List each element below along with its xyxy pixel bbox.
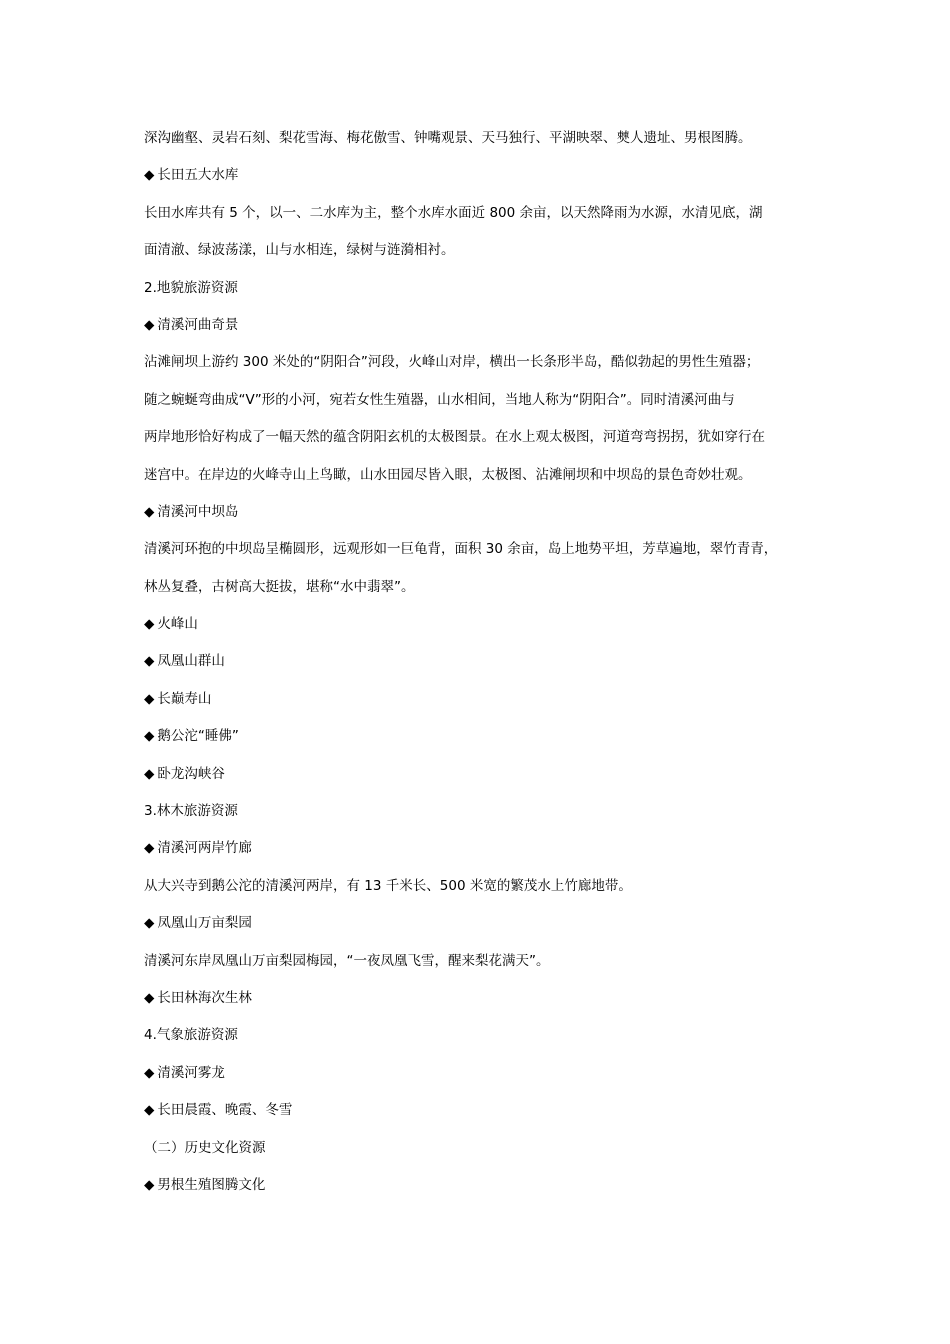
- diamond-bullet-icon: ◆: [144, 840, 155, 857]
- bullet-item: [144, 980, 824, 1017]
- bullet-text: 鹅公沱“睡佛”: [157, 728, 239, 745]
- bullet-text: 卧龙沟峡谷: [157, 765, 225, 782]
- diamond-bullet-icon: ◆: [144, 616, 155, 633]
- diamond-bullet-icon: ◆: [144, 316, 155, 333]
- paragraph-line: 随之蜿蜒弯曲成“V”形的小河，宛若女性生殖器，山水相间，当地人称为“阴阳合”。同时清溪河曲与: [144, 391, 735, 408]
- bullet-text: 凤凰山群山: [157, 653, 225, 670]
- bullet-item: [144, 307, 824, 344]
- bullet-text: 长巅寿山: [157, 690, 212, 707]
- bullet-item: [144, 157, 824, 194]
- section-heading: 3.林木旅游资源: [144, 803, 238, 820]
- diamond-bullet-icon: ◆: [144, 503, 155, 520]
- diamond-bullet-icon: ◆: [144, 690, 155, 707]
- section-heading: （二）历史文化资源: [144, 1139, 266, 1156]
- bullet-text: 清溪河雾龙: [157, 1064, 225, 1081]
- bullet-item: [144, 1055, 824, 1092]
- bullet-text: 火峰山: [157, 616, 198, 633]
- diamond-bullet-icon: ◆: [144, 1064, 155, 1081]
- bullet-item: [144, 756, 824, 793]
- bullet-item: [144, 681, 824, 718]
- bullet-text: 清溪河两岸竹廊: [157, 840, 252, 857]
- paragraph-line: 长田水库共有 5 个，以一、二水库为主，整个水库水面近 800 余亩，以天然降雨为水源，水清见底，湖: [144, 204, 763, 221]
- bullet-item: [144, 494, 824, 531]
- bullet-text: 清溪河中坝岛: [157, 503, 239, 520]
- bullet-item: [144, 718, 824, 755]
- diamond-bullet-icon: ◆: [144, 989, 155, 1006]
- paragraph-line: 迷宫中。在岸边的火峰寺山上鸟瞰，山水田园尽皆入眼，太极图、沾滩闸坝和中坝岛的景色奇妙壮观。: [144, 466, 752, 483]
- paragraph-line: 清溪河东岸凤凰山万亩梨园梅园，“一夜凤凰飞雪，醒来梨花满天”。: [144, 952, 550, 969]
- bullet-text: 清溪河曲奇景: [157, 316, 239, 333]
- bullet-item: [144, 905, 824, 942]
- paragraph-line: 两岸地形恰好构成了一幅天然的蕴含阴阳玄机的太极图景。在水上观太极图，河道弯弯拐拐，犹如穿行在: [144, 429, 765, 446]
- diamond-bullet-icon: ◆: [144, 765, 155, 782]
- diamond-bullet-icon: ◆: [144, 1176, 155, 1193]
- bullet-item: [144, 830, 824, 867]
- paragraph-line: 从大兴寺到鹅公沱的清溪河两岸，有 13 千米长、500 米宽的繁茂水上竹廊地带。: [144, 877, 632, 894]
- bullet-item: [144, 606, 824, 643]
- bullet-item: [144, 1092, 824, 1129]
- diamond-bullet-icon: ◆: [144, 1102, 155, 1119]
- paragraph-line: 清溪河环抱的中坝岛呈椭圆形，远观形如一巨龟背，面积 30 余亩，岛上地势平坦，芳草遍地，翠竹青青，: [144, 541, 778, 558]
- diamond-bullet-icon: ◆: [144, 167, 155, 184]
- bullet-text: 长田林海次生林: [157, 989, 252, 1006]
- diamond-bullet-icon: ◆: [144, 728, 155, 745]
- paragraph-line: 深沟幽壑、灵岩石刻、梨花雪海、梅花傲雪、钟嘴观景、天马独行、平湖映翠、僰人遗址、男根图腾。: [144, 130, 752, 146]
- section-heading: 2.地貌旅游资源: [144, 279, 238, 296]
- diamond-bullet-icon: ◆: [144, 653, 155, 670]
- bullet-text: 长田五大水库: [157, 167, 239, 184]
- document-body: [144, 120, 824, 1204]
- section-heading: 4.气象旅游资源: [144, 1027, 238, 1044]
- bullet-text: 男根生殖图腾文化: [157, 1176, 266, 1193]
- bullet-item: [144, 1167, 824, 1204]
- bullet-item: [144, 643, 824, 680]
- bullet-text: 凤凰山万亩梨园: [157, 915, 252, 932]
- paragraph-line: 面清澈、绿波荡漾，山与水相连，绿树与涟漪相衬。: [144, 242, 455, 259]
- diamond-bullet-icon: ◆: [144, 915, 155, 932]
- paragraph-line: 林丛复叠，古树高大挺拔，堪称“水中翡翠”。: [144, 578, 415, 595]
- bullet-text: 长田晨霞、晚霞、冬雪: [157, 1102, 293, 1119]
- paragraph-line: 沾滩闸坝上游约 300 米处的“阴阳合”河段，火峰山对岸，横出一长条形半岛，酷似勃起的男性生殖器；: [144, 354, 760, 371]
